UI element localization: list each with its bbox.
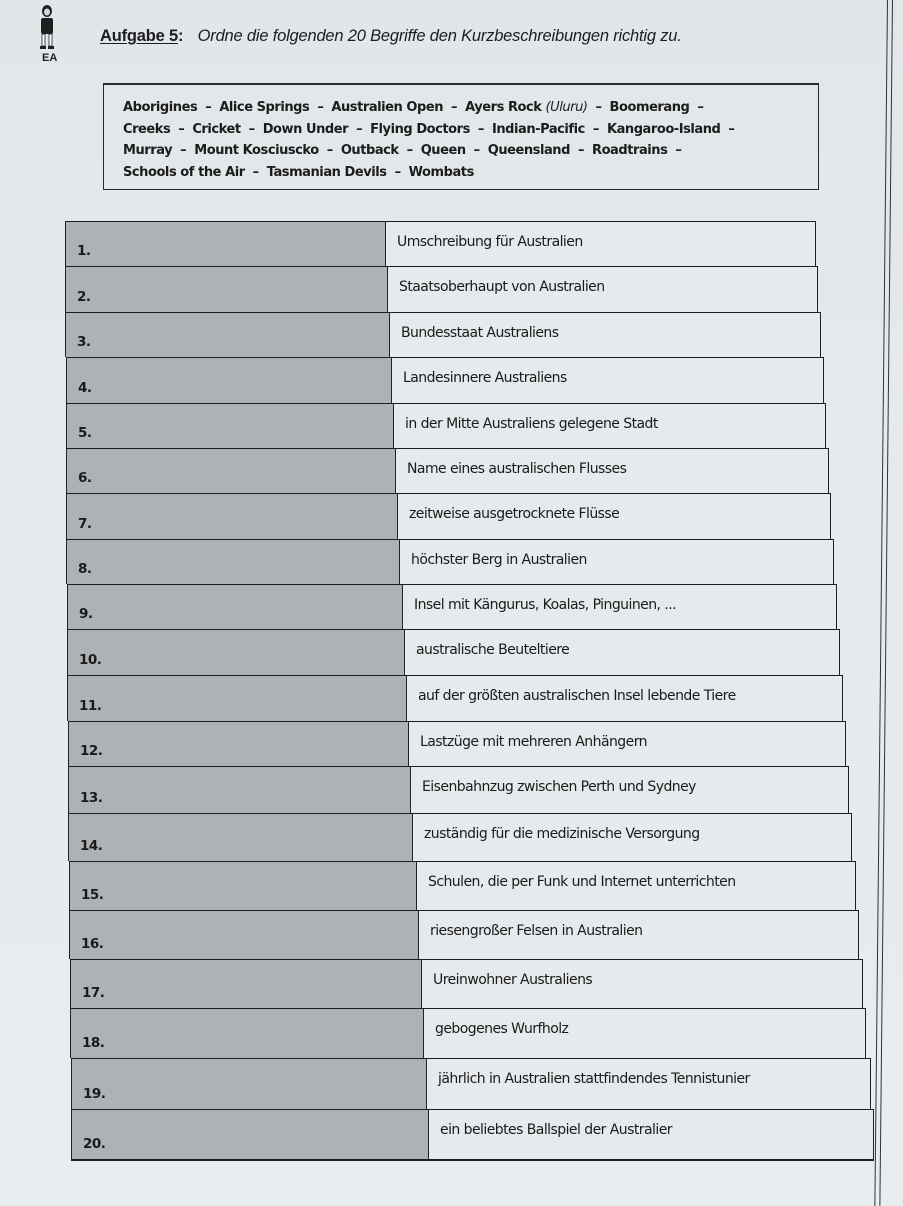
term: Kangaroo-Island xyxy=(606,121,721,137)
separator: – xyxy=(394,164,401,180)
answer-input[interactable] xyxy=(107,546,393,578)
row-number: 4. xyxy=(78,380,92,396)
description-text: Eisenbahnzug zwischen Perth und Sydney xyxy=(422,779,696,795)
separator: – xyxy=(473,143,480,158)
answer-cell[interactable] xyxy=(66,449,396,493)
task-colon: : xyxy=(177,27,184,45)
table-row xyxy=(70,959,863,1008)
description-cell xyxy=(427,1059,871,1109)
term: Creeks xyxy=(123,121,171,137)
answer-cell[interactable] xyxy=(70,1009,424,1058)
description-cell xyxy=(403,585,837,629)
term: Murray xyxy=(123,143,173,158)
table-row xyxy=(69,910,859,959)
table-row xyxy=(67,584,837,629)
answer-cell[interactable] xyxy=(65,222,386,266)
answer-cell[interactable] xyxy=(65,267,388,312)
table-row xyxy=(66,448,829,493)
term-alt-name: (Uluru) xyxy=(545,100,588,115)
answer-input[interactable] xyxy=(110,917,412,953)
description-text: auf der größten australischen Insel lebende Tiere xyxy=(418,688,736,704)
description-cell xyxy=(413,814,852,861)
separator: – xyxy=(180,143,187,158)
answer-cell[interactable] xyxy=(68,814,413,861)
table-row xyxy=(69,861,856,910)
table-row xyxy=(67,629,840,675)
answer-input[interactable] xyxy=(108,636,398,669)
description-cell xyxy=(386,222,816,266)
row-number: 18. xyxy=(82,1035,105,1051)
ea-label: EA xyxy=(42,52,58,64)
description-cell xyxy=(409,722,846,766)
answer-input[interactable] xyxy=(107,410,387,442)
table-row xyxy=(66,493,831,539)
term: Flying Doctors xyxy=(370,121,470,137)
table-row xyxy=(71,1109,874,1161)
separator: – xyxy=(592,121,599,137)
term: Down Under xyxy=(262,121,349,137)
table-row xyxy=(65,266,818,312)
description-cell xyxy=(411,767,849,813)
separator: – xyxy=(248,121,255,137)
answer-cell[interactable] xyxy=(66,540,400,584)
row-number: 8. xyxy=(78,561,92,577)
description-cell xyxy=(419,911,859,959)
term: Roadtrains xyxy=(592,143,668,158)
description-text: zeitweise ausgetrocknete Flüsse xyxy=(409,506,620,522)
row-number: 15. xyxy=(81,887,104,903)
separator: – xyxy=(406,143,413,158)
answer-input[interactable] xyxy=(108,682,400,715)
term: Queen xyxy=(420,143,466,158)
description-text: Insel mit Kängurus, Koalas, Pinguinen, ... xyxy=(414,597,677,613)
row-number: 17. xyxy=(82,985,105,1001)
matching-table xyxy=(65,221,885,1171)
table-row xyxy=(68,721,846,766)
answer-input[interactable] xyxy=(107,364,385,397)
term: Indian-Pacific xyxy=(491,121,585,137)
table-row xyxy=(66,539,834,584)
separator: – xyxy=(326,143,333,158)
row-number: 5. xyxy=(78,425,92,441)
description-text: Landesinnere Australiens xyxy=(403,370,567,386)
answer-input[interactable] xyxy=(106,228,379,260)
answer-input[interactable] xyxy=(111,966,415,1002)
description-cell xyxy=(388,267,818,312)
table-row xyxy=(65,221,816,266)
term: Schools of the Air xyxy=(123,164,245,180)
answer-input[interactable] xyxy=(106,273,381,306)
row-number: 11. xyxy=(79,698,102,714)
description-text: Name eines australischen Flusses xyxy=(407,461,627,477)
table-row xyxy=(70,1008,866,1058)
task-label: Aufgabe 5 xyxy=(100,27,178,45)
description-cell xyxy=(422,960,863,1008)
separator: – xyxy=(252,164,259,180)
answer-input[interactable] xyxy=(107,455,389,487)
term: Boomerang xyxy=(609,100,690,115)
answer-cell[interactable] xyxy=(66,358,392,403)
separator: – xyxy=(595,100,602,115)
answer-input[interactable] xyxy=(112,1065,420,1103)
term: Outback xyxy=(340,143,399,158)
description-cell xyxy=(392,358,824,403)
answer-cell[interactable] xyxy=(69,911,419,959)
answer-cell[interactable] xyxy=(67,630,405,675)
separator: – xyxy=(451,100,458,115)
answer-input[interactable] xyxy=(107,500,391,533)
answer-input[interactable] xyxy=(109,773,404,807)
answer-cell[interactable] xyxy=(66,494,398,539)
task-instruction: Ordne die folgenden 20 Begriffe den Kurzbeschreibungen richtig zu. xyxy=(197,27,682,45)
term: Ayers Rock (Uluru) xyxy=(465,97,587,119)
terms-line-3 xyxy=(123,140,818,162)
row-number: 2. xyxy=(77,289,91,305)
term: Wombats xyxy=(408,164,474,180)
row-number: 6. xyxy=(78,470,92,486)
answer-cell[interactable] xyxy=(68,767,411,813)
description-text: höchster Berg in Australien xyxy=(411,552,587,568)
description-text: Bundesstaat Australiens xyxy=(401,325,559,341)
description-text: Schulen, die per Funk und Internet unterrichten xyxy=(428,874,736,890)
description-text: in der Mitte Australiens gelegene Stadt xyxy=(405,416,658,432)
row-number: 13. xyxy=(80,790,103,806)
answer-cell[interactable] xyxy=(65,313,390,357)
description-text: zuständig für die medizinische Versorgung xyxy=(424,826,700,842)
answer-cell[interactable] xyxy=(68,722,409,766)
answer-cell[interactable] xyxy=(71,1110,429,1159)
separator: – xyxy=(577,143,585,158)
term: Mount Kosciuscko xyxy=(194,143,319,158)
terms-box xyxy=(103,83,819,190)
answer-input[interactable] xyxy=(110,868,410,904)
description-text: Umschreibung für Australien xyxy=(397,234,583,250)
separator: – xyxy=(178,121,185,137)
terms-line-1 xyxy=(123,97,818,119)
table-row xyxy=(66,403,826,448)
description-cell xyxy=(400,540,834,584)
answer-input[interactable] xyxy=(106,319,383,351)
separator: – xyxy=(728,121,735,137)
term: Queensland xyxy=(487,143,570,158)
row-number: 10. xyxy=(79,652,102,668)
term: Alice Springs xyxy=(219,100,310,115)
table-row xyxy=(66,357,824,403)
table-row xyxy=(68,766,849,813)
term: Australien Open xyxy=(331,100,444,115)
separator: – xyxy=(675,143,682,158)
row-number: 9. xyxy=(79,606,93,622)
description-text: ein beliebtes Ballspiel der Australier xyxy=(440,1122,672,1138)
term: Aborigines xyxy=(123,100,198,115)
answer-cell[interactable] xyxy=(70,960,422,1008)
description-cell xyxy=(405,630,840,675)
row-number: 1. xyxy=(77,243,91,259)
description-text: Staatsoberhaupt von Australien xyxy=(399,279,605,295)
answer-cell[interactable] xyxy=(66,404,394,448)
separator: – xyxy=(317,100,324,115)
description-cell xyxy=(424,1009,866,1058)
description-cell xyxy=(390,313,821,357)
description-cell xyxy=(407,676,843,721)
row-number: 16. xyxy=(81,936,104,952)
table-row xyxy=(65,312,821,357)
description-cell xyxy=(394,404,826,448)
answer-cell[interactable] xyxy=(69,862,417,910)
row-number: 3. xyxy=(77,334,91,350)
answer-input[interactable] xyxy=(111,1015,417,1052)
description-cell xyxy=(396,449,829,493)
term: Tasmanian Devils xyxy=(266,164,387,180)
description-text: jährlich in Australien stattfindendes Tennistunier xyxy=(438,1071,750,1087)
row-number: 12. xyxy=(80,743,103,759)
row-number: 7. xyxy=(78,516,92,532)
terms-line-2 xyxy=(123,119,818,141)
description-text: gebogenes Wurfholz xyxy=(435,1021,569,1037)
table-row xyxy=(68,813,852,861)
separator: – xyxy=(356,121,363,137)
separator: – xyxy=(477,121,484,137)
answer-input[interactable] xyxy=(109,728,402,760)
answer-input[interactable] xyxy=(112,1116,422,1153)
description-text: Ureinwohner Australiens xyxy=(433,972,593,988)
description-cell xyxy=(398,494,831,539)
description-cell xyxy=(429,1110,874,1159)
answer-input[interactable] xyxy=(108,591,396,623)
terms-line-4 xyxy=(123,162,818,184)
term: Cricket xyxy=(192,121,241,137)
table-row xyxy=(67,675,843,721)
row-number: 19. xyxy=(83,1086,106,1102)
answer-cell[interactable] xyxy=(67,585,403,629)
description-text: Lastzüge mit mehreren Anhängern xyxy=(420,734,647,750)
separator: – xyxy=(205,100,212,115)
description-text: australische Beuteltiere xyxy=(416,642,570,658)
answer-cell[interactable] xyxy=(71,1059,427,1109)
row-number: 14. xyxy=(80,838,103,854)
answer-cell[interactable] xyxy=(67,676,407,721)
answer-input[interactable] xyxy=(109,820,406,855)
task-heading xyxy=(100,27,682,46)
table-row xyxy=(71,1058,871,1109)
description-cell xyxy=(417,862,856,910)
description-text: riesengroßer Felsen in Australien xyxy=(430,923,643,939)
separator: – xyxy=(697,100,704,115)
row-number: 20. xyxy=(83,1136,106,1152)
